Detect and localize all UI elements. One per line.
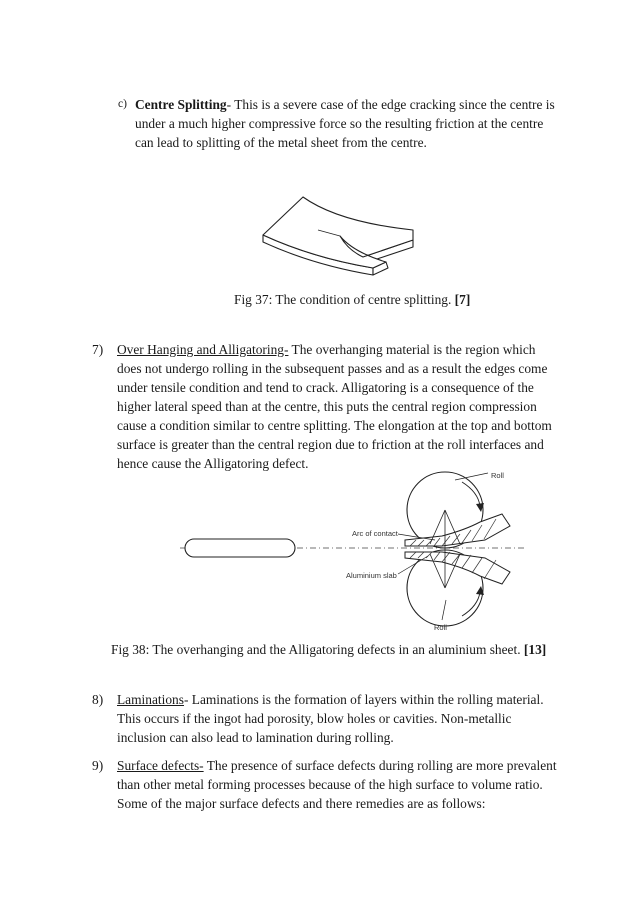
item-text: - Laminations is the formation of layers within the rolling material. This occurs if the ingot had porosity, blow holes or cavities. Non-metallic inclusion can also lead to lamination during rolling. xyxy=(117,692,544,745)
label-arc-of-contact: Arc of contact xyxy=(352,529,398,538)
label-roll-bottom: Roll xyxy=(434,623,447,632)
alligatoring-figure xyxy=(180,470,540,630)
item-text: The overhanging material is the region which does not undergo rolling in the subsequent passes and as a result the edges come under tensile condition and tend to crack. Alligatoring is a consequence of the higher lateral speed than at the centre, this puts the central region compression cause a condition similar to centre splitting. The elongation at the top and bottom surface is greater than the central region due to friction at the roll interfaces and hence cause the Alligatoring defect. xyxy=(117,342,552,471)
figure-caption xyxy=(234,290,470,309)
paragraph xyxy=(117,690,562,747)
list-item-laminations xyxy=(92,690,562,750)
list-marker: c) xyxy=(118,98,127,110)
item-title: Surface defects- xyxy=(117,758,204,773)
list-marker: 8) xyxy=(92,692,104,707)
caption-text: Fig 37: The condition of centre splitting. xyxy=(234,292,455,307)
citation: [13] xyxy=(523,642,547,657)
label-aluminium-slab: Aluminium slab xyxy=(346,571,397,580)
item-text: - This is a severe case of the edge cracking since the centre is under a much higher compressive force so the resulting friction at the centre can lead to splitting of the metal sheet from the centre. xyxy=(135,97,555,150)
figure-caption xyxy=(111,640,546,659)
list-item-centre-splitting xyxy=(118,95,558,155)
item-title: Laminations xyxy=(117,692,184,707)
label-roll-top: Roll xyxy=(491,471,504,480)
list-item-over-hanging-alligatoring xyxy=(92,340,562,471)
list-marker: 7) xyxy=(92,342,104,357)
list-marker: 9) xyxy=(92,758,104,773)
item-title: Over Hanging and Alligatoring- xyxy=(117,342,289,357)
list-item-surface-defects xyxy=(92,756,562,816)
paragraph xyxy=(117,756,562,813)
centre-splitting-figure xyxy=(258,190,428,280)
caption-text: Fig 38: The overhanging and the Alligatoring defects in an aluminium sheet. xyxy=(111,642,524,657)
item-text: The presence of surface defects during rolling are more prevalent than other metal forming processes because of the high surface to volume ratio. Some of the major surface defects and there remedies are as follows: xyxy=(117,758,557,811)
paragraph xyxy=(117,340,562,473)
item-title: Centre Splitting xyxy=(135,97,227,112)
paragraph xyxy=(135,95,557,152)
citation: [7] xyxy=(454,292,471,307)
